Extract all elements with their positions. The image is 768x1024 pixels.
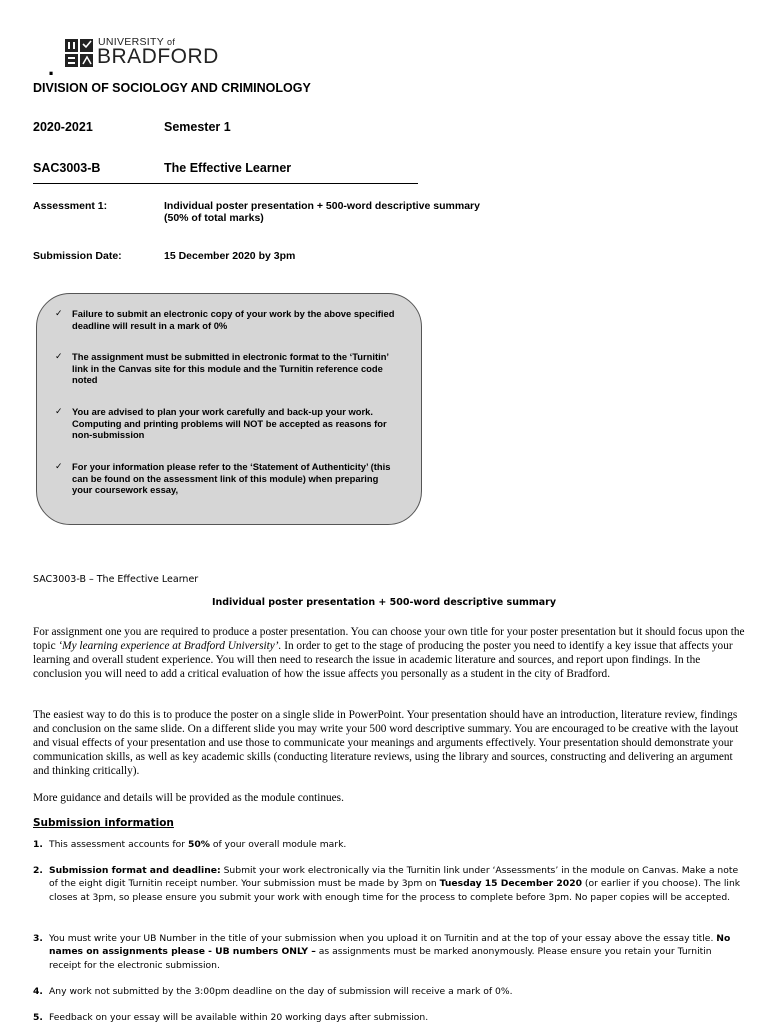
university-logo [46, 34, 266, 80]
notice-item: ✓ Failure to submit an electronic copy of your work by the above specified deadline will result in a mark of 0% [55, 308, 395, 331]
list-item: 1. This assessment accounts for 50% of your overall module mark. [33, 839, 347, 850]
division-title: DIVISION OF SOCIOLOGY AND CRIMINOLOGY [33, 81, 311, 95]
assessment-label: Assessment 1: [33, 200, 108, 212]
check-icon: ✓ [55, 351, 63, 361]
logo-bradford-text: BRADFORD [97, 45, 219, 68]
check-icon: ✓ [55, 406, 63, 416]
list-item: 3. You must write your UB Number in the title of your submission when you upload it on Turnitin and at the top of your essay above the essay title. No names on assignments please - UB numbers ONLY – as assignments must be marked anonymously. Please ensure you retain your Turnitin receipt for the electronic submission. [33, 933, 731, 971]
module-name: The Effective Learner [164, 161, 292, 175]
submission-heading: Submission information [33, 817, 174, 829]
crest-icon [64, 36, 94, 68]
list-item: 4. Any work not submitted by the 3:00pm deadline on the day of submission will receive a mark of 0%. [33, 986, 513, 997]
assessment-line-1: Individual poster presentation + 500-word descriptive summary [164, 200, 480, 212]
section-title: Individual poster presentation + 500-word descriptive summary [211, 597, 557, 608]
bullet-dot: . [48, 55, 55, 80]
topic-title: ‘My learning experience at Bradford University’. [58, 640, 282, 652]
submission-date-value: 15 December 2020 by 3pm [164, 250, 296, 262]
section-code: SAC3003-B – The Effective Learner [33, 574, 199, 585]
list-item: 5. Feedback on your essay will be available within 20 working days after submission. [33, 1012, 429, 1023]
academic-year: 2020-2021 [33, 120, 93, 134]
semester: Semester 1 [164, 120, 231, 134]
notice-item: ✓ The assignment must be submitted in electronic format to the ‘Turnitin’ link in the Canvas site for this module and the Turnitin reference code noted [55, 351, 390, 386]
logo-university-text: UNIVERSITY of [98, 36, 176, 48]
assessment-detail [164, 200, 480, 224]
assessment-line-2: (50% of total marks) [164, 212, 264, 224]
check-icon: ✓ [55, 461, 63, 471]
check-icon: ✓ [55, 308, 63, 318]
paragraph-method: The easiest way to do this is to produce the poster on a single slide in PowerPoint. Your presentation should have an introduction, literature review, findings and conclusion on the same slide. On a different slide you may write your 500 word descriptive summary. You are encouraged to be creative with the layout and visual effects of your presentation and use those to communicate your meanings and arguments effectively. Your presentation should demonstrate your communication skills, as well as key academic skills (conducting literature reviews, using the library and sources, constructing and delivering an argument and thinking critically). [33, 709, 739, 777]
notice-box [36, 293, 422, 525]
paragraph-guidance: More guidance and details will be provided as the module continues. [33, 792, 344, 804]
notice-item: ✓ You are advised to plan your work carefully and back-up your work. Computing and printing problems will NOT be accepted as reasons for non-submission [55, 406, 387, 441]
paragraph-intro: For assignment one you are required to produce a poster presentation. You can choose your own title for your poster presentation but it should focus upon the topic ‘My learning experience at Bradford University’. In order to get to the stage of producing the poster you need to identify a key issue that affects your learning and overall student experience. You will then need to research the issue in academic literature and sources, and report upon findings. In the conclusion you will need to add a critical evaluation of how the issue affects you personally as a student in the city of Bradford. [33, 626, 745, 680]
header-rule [33, 183, 418, 184]
list-item: 2. Submission format and deadline: Submit your work electronically via the Turnitin link under ‘Assessments’ in the module on Canvas. Make a note of the eight digit Turnitin receipt number. Your submission must be made by 3pm on Tuesday 15 December 2020 (or earlier if you choose). The link closes at 3pm, so please ensure you submit your work with enough time for the process to complete before 3pm. No paper copies will be accepted. [33, 865, 741, 903]
module-code: SAC3003-B [33, 161, 101, 175]
notice-item: ✓ For your information please refer to the ‘Statement of Authenticity’ (this can be found on the assessment link of this module) when preparing your coursework essay, [55, 461, 391, 496]
submission-date-label: Submission Date: [33, 250, 122, 262]
